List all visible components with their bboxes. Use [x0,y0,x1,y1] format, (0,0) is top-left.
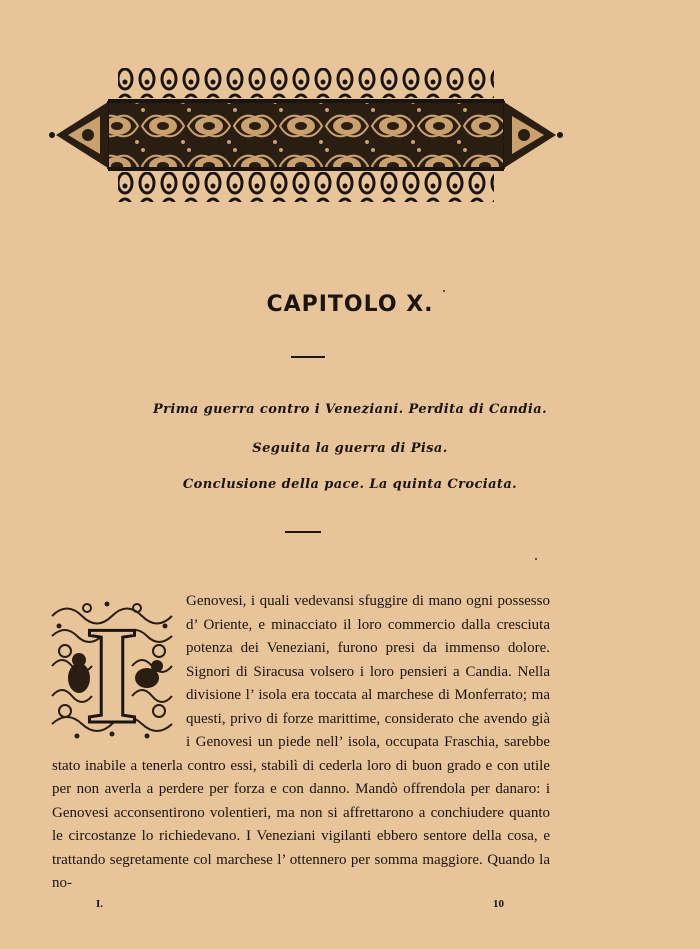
page-number: 10 [493,898,504,910]
signature-mark: I. [96,898,104,910]
chapter-summary-line-1: Prima guerra contro i Veneziani. Perdita di Candia. [152,402,548,417]
ink-speck [443,290,445,292]
chapter-summary-line-2: Seguita la guerra di Pisa. [252,441,448,456]
summary-divider [285,531,321,533]
chapter-title: CAPITOLO X. [266,292,434,317]
initial-spacer [52,590,186,750]
body-paragraph [52,590,550,896]
title-divider [291,356,325,358]
initial-letter: I [84,598,140,743]
headpiece-ornament [48,66,564,206]
body-text: Genovesi, i quali vedevansi sfuggire di mano ogni possesso d’ Oriente, e minacciato il loro commercio dalla cresciuta potenza dei Veneziani, furono presi da immenso dolore. Signori di Siracusa volsero i loro pensieri a Candia. Nella divisione l’ isola era toccata al marchese di Monferrato; ma questi, privo di forze marittime, considerato che avendo già i Genovesi un piede nell’ isola, occupata Fraschia, sarebbe stato inabile a tenerla contro essi, stabilì di cederla loro di buon grado e con utile per non averla a perdere per forza e con danno. Mandò offrendola per danaro: i Genovesi acconsentirono volentieri, ma non si affrettarono a conchiudere quanto le circostanze lo richiedevano. I Veneziani vigilanti ebbero sentore della cosa, e trattando segretamente col marchese l’ ottennero per somma maggiore. Quando la no- [52,593,550,891]
ink-speck [535,558,537,560]
chapter-summary-line-3: Conclusione della pace. La quinta Crociata. [182,477,518,492]
